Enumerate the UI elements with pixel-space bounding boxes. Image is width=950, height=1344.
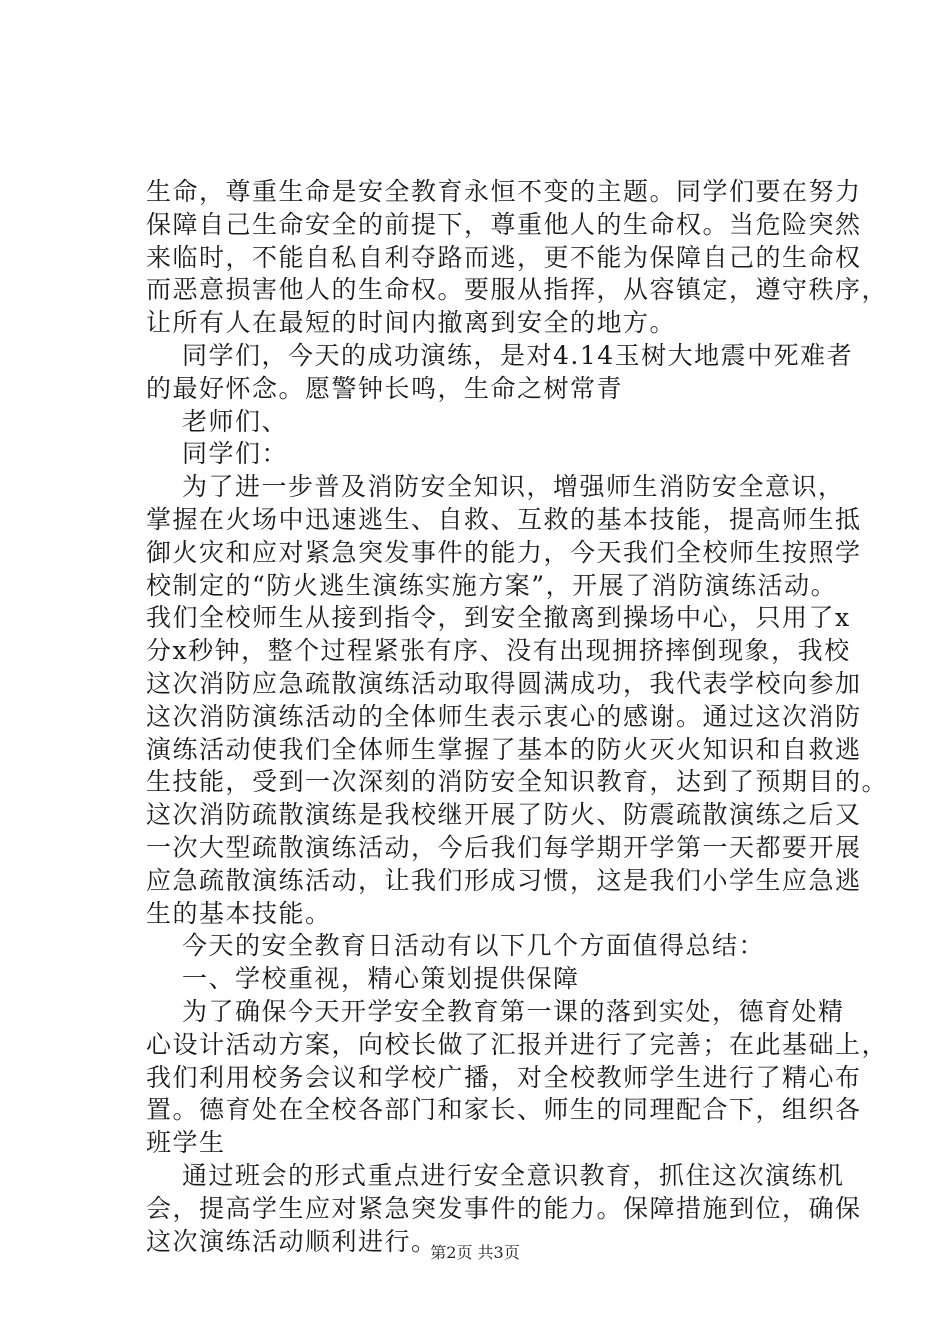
salutation-line: 同学们：: [182, 439, 289, 469]
text-line: 这次演练活动顺利进行。: [146, 1226, 438, 1256]
text-line: 让所有人在最短的时间内撤离到安全的地方。: [146, 308, 677, 338]
section-heading: 一、学校重视，精心策划提供保障: [182, 964, 580, 994]
text-line: 校制定的“防火逃生演练实施方案”，开展了消防演练活动。: [146, 570, 838, 600]
text-line: 御火灾和应对紧急突发事件的能力，今天我们全校师生按照学: [146, 537, 862, 567]
text-line: 今天的安全教育日活动有以下几个方面值得总结：: [182, 931, 766, 961]
text-line: 这次消防疏散演练是我校继开展了防火、防震疏散演练之后又: [146, 800, 862, 830]
text-line: 同学们，今天的成功演练，是对4.14玉树大地震中死难者: [182, 340, 854, 370]
text-line: 而恶意损害他人的生命权。要服从指挥，从容镇定，遵守秩序，: [146, 275, 889, 305]
text-line: 会，提高学生应对紧急突发事件的能力。保障措施到位，确保: [146, 1193, 862, 1223]
text-line: 来临时，不能自私自利夺路而逃，更不能为保障自己的生命权: [146, 242, 862, 272]
text-line: 生技能，受到一次深刻的消防安全知识教育，达到了预期目的。: [146, 767, 889, 797]
text-line: 的最好怀念。愿警钟长鸣，生命之树常青: [146, 373, 624, 403]
page-footer: 第2页 共3页: [430, 1243, 520, 1262]
document-body: [146, 176, 889, 1258]
text-line: 心设计活动方案，向校长做了汇报并进行了完善；在此基础上，: [146, 1029, 889, 1059]
text-line: 为了确保今天开学安全教育第一课的落到实处，德育处精: [182, 996, 845, 1026]
text-line: 演练活动使我们全体师生掌握了基本的防火灭火知识和自救逃: [146, 734, 862, 764]
text-line: 这次消防演练活动的全体师生表示衷心的感谢。通过这次消防: [146, 701, 862, 731]
text-line: 保障自己生命安全的前提下，尊重他人的生命权。当危险突然: [146, 209, 862, 239]
salutation-line: 老师们、: [182, 406, 289, 436]
text-line: 生命，尊重生命是安全教育永恒不变的主题。同学们要在努力: [146, 177, 862, 206]
text-line: 通过班会的形式重点进行安全意识教育，抓住这次演练机: [182, 1160, 845, 1190]
text-line: 为了进一步普及消防安全知识，增强师生消防安全意识，: [182, 472, 845, 502]
text-line: 这次消防应急疏散演练活动取得圆满成功，我代表学校向参加: [146, 668, 862, 698]
text-line: 一次大型疏散演练活动，今后我们每学期开学第一天都要开展: [146, 832, 862, 862]
text-line: 班学生: [146, 1128, 226, 1158]
text-line: 我们全校师生从接到指令，到安全撤离到操场中心，只用了x: [146, 603, 851, 633]
text-line: 置。德育处在全校各部门和家长、师生的同理配合下，组织各: [146, 1095, 862, 1125]
text-line: 掌握在火场中迅速逃生、自救、互救的基本技能，提高师生抵: [146, 504, 862, 534]
text-line: 分x秒钟，整个过程紧张有序、没有出现拥挤摔倒现象，我校: [146, 636, 851, 666]
text-line: 应急疏散演练活动，让我们形成习惯，这是我们小学生应急逃: [146, 865, 862, 895]
text-line: 我们利用校务会议和学校广播，对全校教师学生进行了精心布: [146, 1062, 862, 1092]
text-line: 生的基本技能。: [146, 898, 332, 928]
